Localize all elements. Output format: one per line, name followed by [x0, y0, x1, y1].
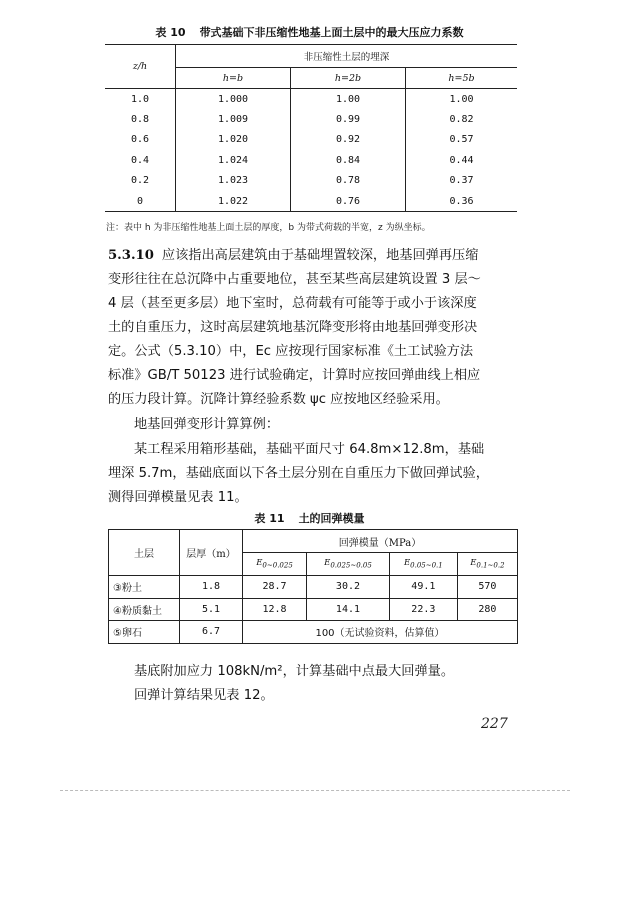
- section-line-text: 应该指出高层建筑由于基础埋置较深，地基回弹再压缩: [161, 248, 479, 263]
- table10: [105, 44, 517, 212]
- section-line: 变形往往在总沉降中占重要地位，甚至某些高层建筑设置 3 层～: [108, 272, 481, 287]
- table-row: [105, 89, 517, 110]
- table11-merged-value: 100（无试验资料，估算值）: [243, 621, 518, 644]
- body-line: 基底附加应力 108kN/m²，计算基础中点最大回弹量。: [134, 664, 455, 679]
- table11-caption-number: 表 11: [254, 512, 285, 525]
- table11-layer-name: ③粉土: [109, 576, 180, 599]
- table10-cell: 0.8: [130, 114, 150, 126]
- table-row: [105, 109, 517, 129]
- section-line: 土的自重压力，这时高层建筑地基沉降变形将由地基回弹变形决: [108, 320, 478, 335]
- table10-cell: 0.57: [406, 130, 518, 150]
- table-row: [109, 598, 518, 621]
- table10-cell: 0.36: [406, 191, 518, 212]
- table11-value: 12.8: [243, 598, 307, 621]
- example-line: 埋深 5.7m，基础底面以下各土层分别在自重压力下做回弹试验，: [108, 466, 489, 481]
- table11-value: 570: [457, 576, 517, 599]
- table10-cell: 0.82: [406, 109, 518, 129]
- table11: [108, 529, 518, 644]
- table10-cell: 0.44: [406, 150, 518, 170]
- table11-value: 49.1: [389, 576, 457, 599]
- table10-col-header: h=b: [176, 68, 291, 89]
- example-title: 地基回弹变形计算算例：: [134, 417, 280, 432]
- table10-cell: 1.023: [176, 171, 291, 191]
- table11-thickness: 1.8: [180, 576, 243, 599]
- table11-sub-header-subscript: 0.1~0.2: [476, 561, 505, 570]
- table10-cell: 0.6: [130, 134, 150, 146]
- table11-layer-name: ⑤卵石: [109, 621, 180, 644]
- table10-col-header: h=5b: [406, 68, 518, 89]
- table10-cell: 1.00: [291, 89, 406, 110]
- table-row: [105, 171, 517, 191]
- table10-cell: 1.022: [176, 191, 291, 212]
- table10-cell: 0.2: [130, 175, 150, 187]
- table-row: [109, 576, 518, 599]
- table11-col-thickness: 层厚（m）: [180, 530, 243, 576]
- table10-cell: 1.020: [176, 130, 291, 150]
- section-line: 的压力段计算。沉降计算经验系数 ψc 应按地区经验采用。: [108, 392, 449, 407]
- table11-thickness: 5.1: [180, 598, 243, 621]
- table11-value: 30.2: [306, 576, 389, 599]
- table10-caption-text: 带式基础下非压缩性地基上面土层中的最大压应力系数: [199, 26, 464, 39]
- table-row: [105, 150, 517, 170]
- table10-cell: 1.0: [130, 93, 150, 105]
- table10-col-header: h=2b: [291, 68, 406, 89]
- table11-sub-header: $E_{0\sim 0.025}$: [243, 553, 307, 576]
- table11-col-layer: 土层: [109, 530, 180, 576]
- table10-row-header: z/h: [105, 45, 176, 89]
- table10-cell: 1.000: [176, 89, 291, 110]
- table11-sub-header: $E_{0.1\sim 0.2}$: [457, 553, 517, 576]
- table10-cell: 1.00: [406, 89, 518, 110]
- table11-thickness: 6.7: [180, 621, 243, 644]
- example-line: 测得回弹模量见表 11。: [108, 490, 248, 505]
- table10-cell: 0.4: [130, 154, 150, 166]
- page-number: 227: [481, 716, 508, 732]
- table11-value: 280: [457, 598, 517, 621]
- table11-sub-header-subscript: 0.05~0.1: [410, 561, 443, 570]
- table10-cell: 0.99: [291, 109, 406, 129]
- table11-group-header: 回弹模量（MPa）: [243, 530, 518, 553]
- table10-group-header: 非压缩性土层的埋深: [176, 45, 518, 68]
- example-line: 某工程采用箱形基础，基础平面尺寸 64.8m×12.8m，基础: [134, 442, 485, 457]
- section-number: 5.3.10: [108, 248, 154, 263]
- body-line: 回弹计算结果见表 12。: [134, 688, 274, 703]
- table10-cell: 0.84: [291, 150, 406, 170]
- table11-sub-header: $E_{0.05\sim 0.1}$: [389, 553, 457, 576]
- table11-value: 22.3: [389, 598, 457, 621]
- table10-cell: 0: [105, 191, 176, 212]
- table11-sub-header-subscript: 0.025~0.05: [330, 561, 372, 570]
- table-row: [105, 191, 517, 212]
- table-row: [109, 621, 518, 644]
- table10-cell: 0.92: [291, 130, 406, 150]
- section-line: 标准》GB/T 50123 进行试验确定，计算时应按回弹曲线上相应: [108, 368, 481, 383]
- table11-layer-name: ④粉质黏土: [109, 598, 180, 621]
- table10-cell: 0.37: [406, 171, 518, 191]
- table10-caption: [0, 24, 619, 40]
- table10-cell: 1.009: [176, 109, 291, 129]
- table-row: [105, 130, 517, 150]
- table11-value: 28.7: [243, 576, 307, 599]
- table10-cell: 0.78: [291, 171, 406, 191]
- table11-sub-header: $E_{0.025\sim 0.05}$: [306, 553, 389, 576]
- table11-sub-header-subscript: 0~0.025: [262, 561, 293, 570]
- table11-caption: [0, 510, 619, 526]
- table11-caption-text: 土的回弹模量: [298, 512, 365, 525]
- bottom-dashed-rule: [60, 790, 570, 791]
- section-line: [108, 244, 478, 263]
- table10-cell: 1.024: [176, 150, 291, 170]
- table10-note: 注：表中 h 为非压缩性地基上面土层的厚度，b 为带式荷载的半宽，z 为纵坐标。: [106, 223, 431, 233]
- table10-cell: 0.76: [291, 191, 406, 212]
- table10-caption-number: 表 10: [155, 26, 186, 39]
- table11-value: 14.1: [306, 598, 389, 621]
- section-line: 4 层（甚至更多层）地下室时，总荷载有可能等于或小于该深度: [108, 296, 477, 311]
- section-line: 定。公式（5.3.10）中，Ec 应按现行国家标准《土工试验方法: [108, 344, 474, 359]
